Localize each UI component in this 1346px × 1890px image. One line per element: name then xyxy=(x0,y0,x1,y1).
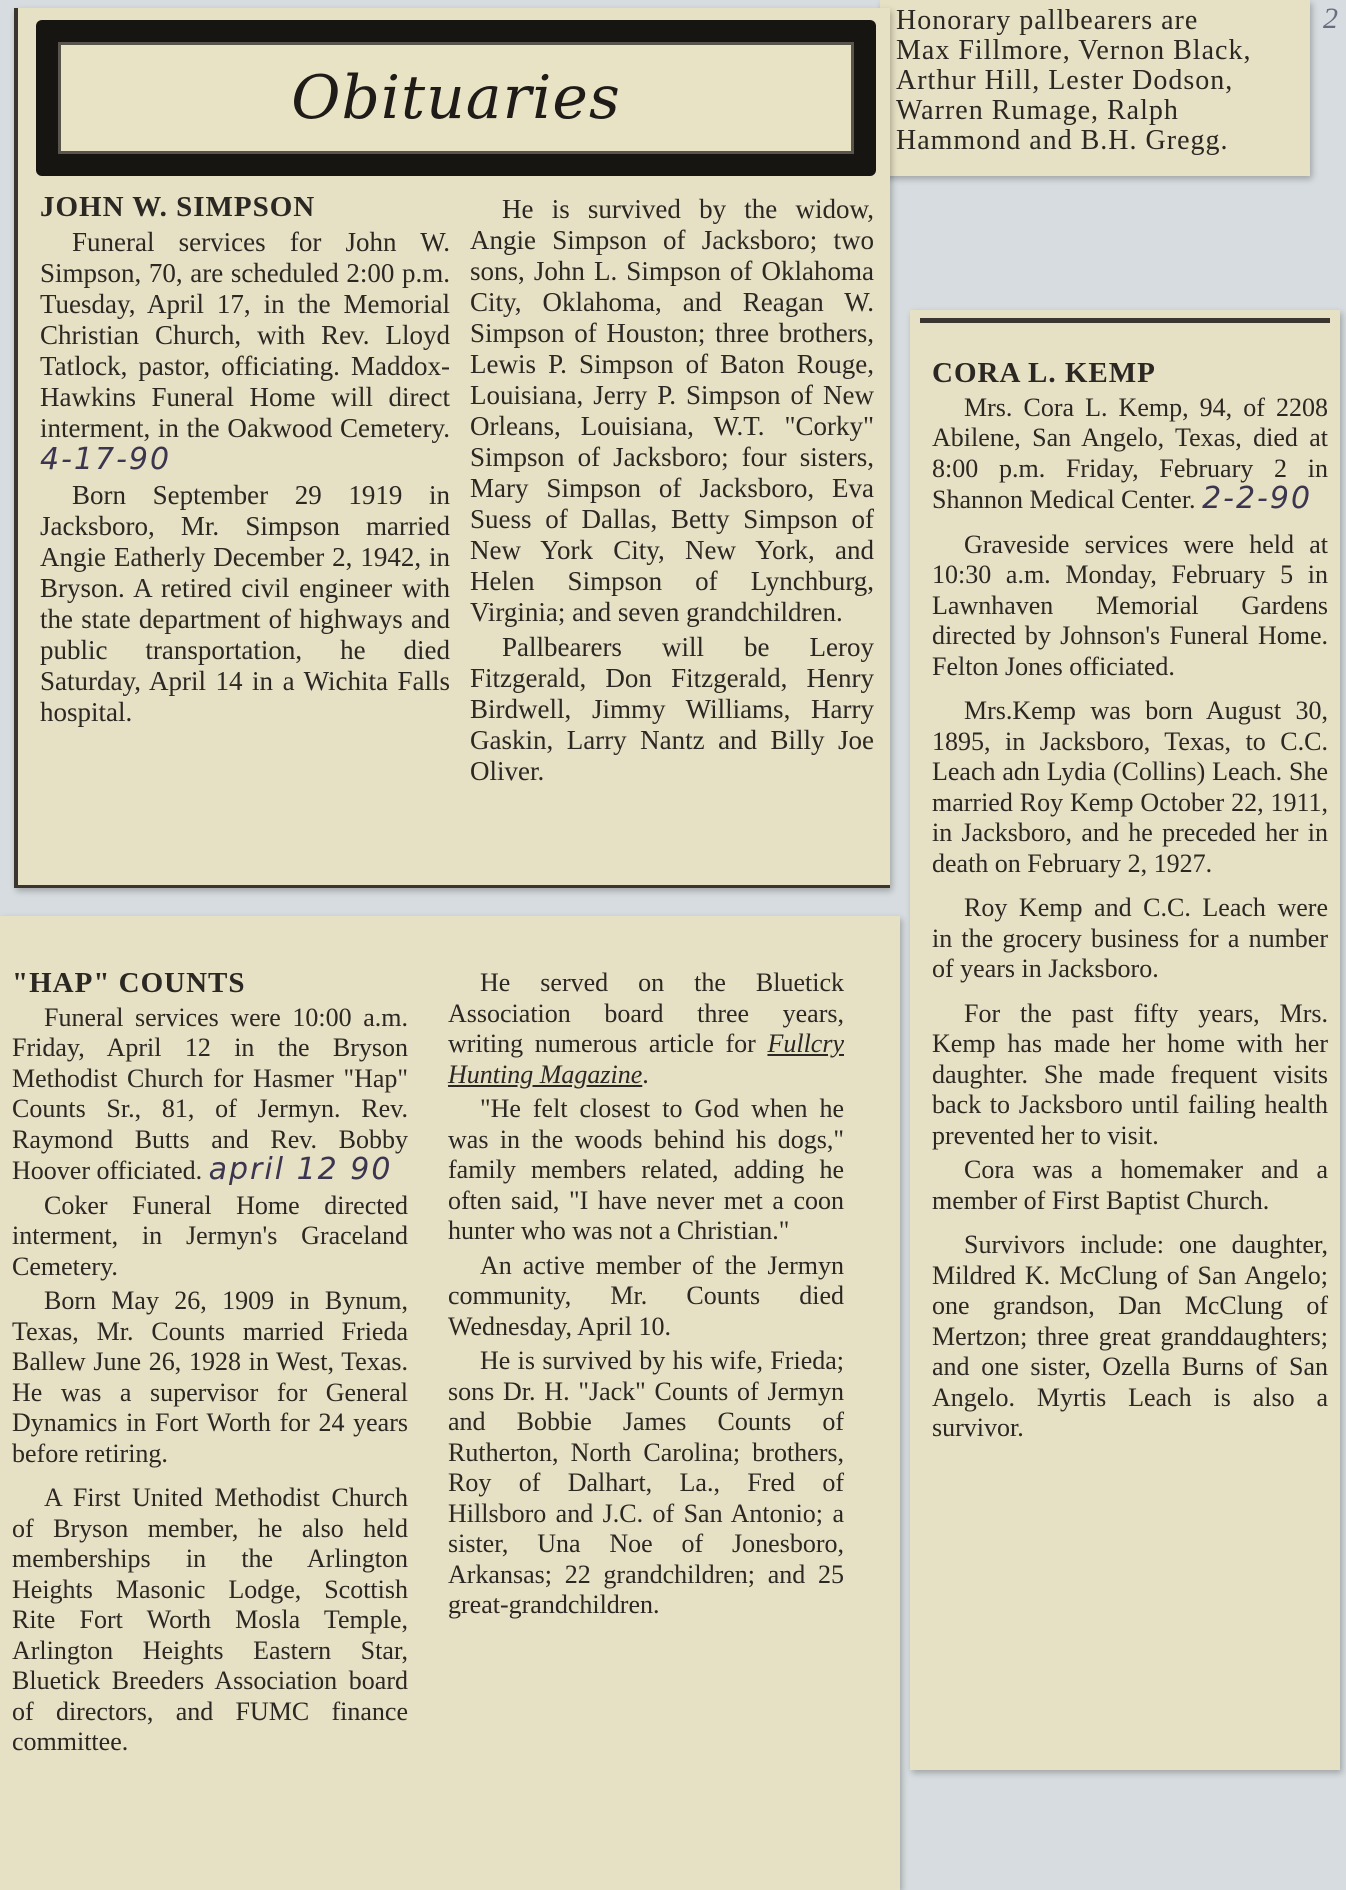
kemp-death: Mrs. Cora L. Kemp, 94, of 2208 Abilene, San Angelo, Texas, died at 8:00 p.m. Friday, February 2 in Shannon Medical Center. xyxy=(932,392,1328,514)
counts-interment: Coker Funeral Home directed interment, in Jermyn's Graceland Cemetery. xyxy=(12,1190,408,1281)
counts-survivors: He is survived by his wife, Frieda; sons Dr. H. "Jack" Counts of Jermyn and Bobbie James Counts of Rutherton, North Carolina; brothers, Roy of Dalhart, La., Fred of Hillsboro and J.C. of San Antonio; a sister, Una Noe of Jonesboro, Arkansas; 22 grandchildren; and 25 great-grandchildren. xyxy=(448,1346,844,1619)
left-rule xyxy=(14,8,18,888)
simpson-survivors: He is survived by the widow, Angie Simpson of Jacksboro; two sons, John L. Simpson of Oklahoma City, Oklahoma, and Reagan W. Simpson of Houston; three brothers, Lewis P. Simpson of Baton Rouge, Louisiana, Jerry P. Simpson of New Orleans, Louisiana, W.T. "Corky" Simpson of Jacksboro; four sisters, Mary Simpson of Jacksboro, Eva Suess of Dallas, Betty Simpson of New York City, New York, and Helen Simpson of Lynchburg, Virginia; and seven grandchildren. xyxy=(470,194,874,627)
counts-quote: "He felt closest to God when he was in the woods behind his dogs," family members related, adding he often said, "I have never met a coon hunter who was not a Christian." xyxy=(448,1094,844,1245)
period: . xyxy=(642,1059,649,1089)
counts-death: An active member of the Jermyn community, Mr. Counts died Wednesday, April 10. xyxy=(448,1250,844,1341)
simpson-services: Funeral services for John W. Simpson, 70, are scheduled 2:00 p.m. Tuesday, April 17, in the Memorial Christian Church, with Rev. Lloyd Tatlock, pastor, officiating. Maddox-Hawkins Funeral Home will direct interment, in the Oakwood Cemetery. xyxy=(40,227,450,443)
kemp-church: Cora was a homemaker and a member of First Baptist Church. xyxy=(932,1155,1328,1215)
pallbearers-clipping xyxy=(880,0,1310,176)
pallbearers-line: Arthur Hill, Lester Dodson, xyxy=(896,65,1234,96)
pallbearers-line: Max Fillmore, Vernon Black, xyxy=(896,35,1252,66)
banner-frame xyxy=(58,42,854,154)
counts-name: "HAP" COUNTS xyxy=(12,967,246,999)
counts-bio: Born May 26, 1909 in Bynum, Texas, Mr. Counts married Frieda Ballew June 26, 1928 in West, Texas. He was a supervisor for General Dynamics in Fort Worth for 24 years before retiring. xyxy=(12,1286,408,1468)
pallbearers-line: Hammond and B.H. Gregg. xyxy=(896,125,1229,156)
handwritten-date: 4-17-90 xyxy=(40,442,172,477)
pallbearers-line: Warren Rumage, Ralph xyxy=(896,95,1179,126)
simpson-column-1 xyxy=(40,192,450,732)
counts-memberships: A First United Methodist Church of Bryson member, he also held memberships in the Arlington Heights Masonic Lodge, Scottish Rite Fort Worth Mosla Temple, Arlington Heights Eastern Star, Bluetick Breeders Association board of directors, and FUMC finance committee. xyxy=(12,1483,408,1756)
simpson-name: JOHN W. SIMPSON xyxy=(40,191,316,223)
counts-services: Funeral services were 10:00 a.m. Friday, April 12 in the Bryson Methodist Church for Hasmer "Hap" Counts Sr., 81, of Jermyn. Rev. Raymond Butts and Rev. Bobby Hoover officiated. xyxy=(12,1002,408,1185)
kemp-home: For the past fifty years, Mrs. Kemp has made her home with her daughter. She made frequent visits back to Jacksboro until failing health prevented her to visit. xyxy=(932,998,1328,1150)
handwritten-date: 2-2-90 xyxy=(1202,481,1313,516)
counts-column-2 xyxy=(448,968,844,1625)
kemp-column xyxy=(932,358,1328,1448)
bottom-rule xyxy=(14,885,890,888)
kemp-survivors: Survivors include: one daughter, Mildred K. McClung of San Angelo; one grandson, Dan McClung of Mertzon; three great granddaughters; and one sister, Ozella Burns of San Angelo. Myrtis Leach is also a survivor. xyxy=(932,1230,1328,1442)
counts-bluetick: He served on the Bluetick Association board three years, writing numerous article for xyxy=(448,968,844,1058)
banner-title: Obituaries xyxy=(291,63,621,133)
kemp-clipping xyxy=(910,310,1340,1770)
simpson-bio: Born September 29 1919 in Jacksboro, Mr. Simpson married Angie Eatherly December 2, 1942, in Bryson. A retired civil engineer with the state department of highways and public transportation, he died Saturday, April 14 in a Wichita Falls hospital. xyxy=(40,480,450,727)
obituaries-banner xyxy=(36,20,876,176)
page-mark: 2 xyxy=(1323,2,1338,35)
handwritten-date: april 12 90 xyxy=(208,1152,393,1187)
pallbearers-line: Honorary pallbearers are xyxy=(896,5,1199,36)
magazine-title: Fullcry Hunting Magazine xyxy=(448,1029,844,1089)
kemp-bio: Mrs.Kemp was born August 30, 1895, in Jacksboro, Texas, to C.C. Leach adn Lydia (Collins) Leach. She married Roy Kemp October 22, 1911, in Jacksboro, and he preceded her in death on February 2, 1927. xyxy=(932,696,1328,878)
kemp-business: Roy Kemp and C.C. Leach were in the grocery business for a number of years in Jacksboro. xyxy=(932,893,1328,983)
simpson-column-2 xyxy=(470,194,874,791)
kemp-name: CORA L. KEMP xyxy=(932,357,1156,389)
top-rule xyxy=(920,318,1330,323)
simpson-pallbearers: Pallbearers will be Leroy Fitzgerald, Don Fitzgerald, Henry Birdwell, Jimmy Williams, Harry Gaskin, Larry Nantz and Billy Joe Oliver. xyxy=(470,632,874,786)
counts-clipping xyxy=(0,916,900,1890)
counts-column-1 xyxy=(12,968,408,1762)
kemp-services: Graveside services were held at 10:30 a.m. Monday, February 5 in Lawnhaven Memorial Gardens directed by Johnson's Funeral Home. Felton Jones officiated. xyxy=(932,529,1328,681)
